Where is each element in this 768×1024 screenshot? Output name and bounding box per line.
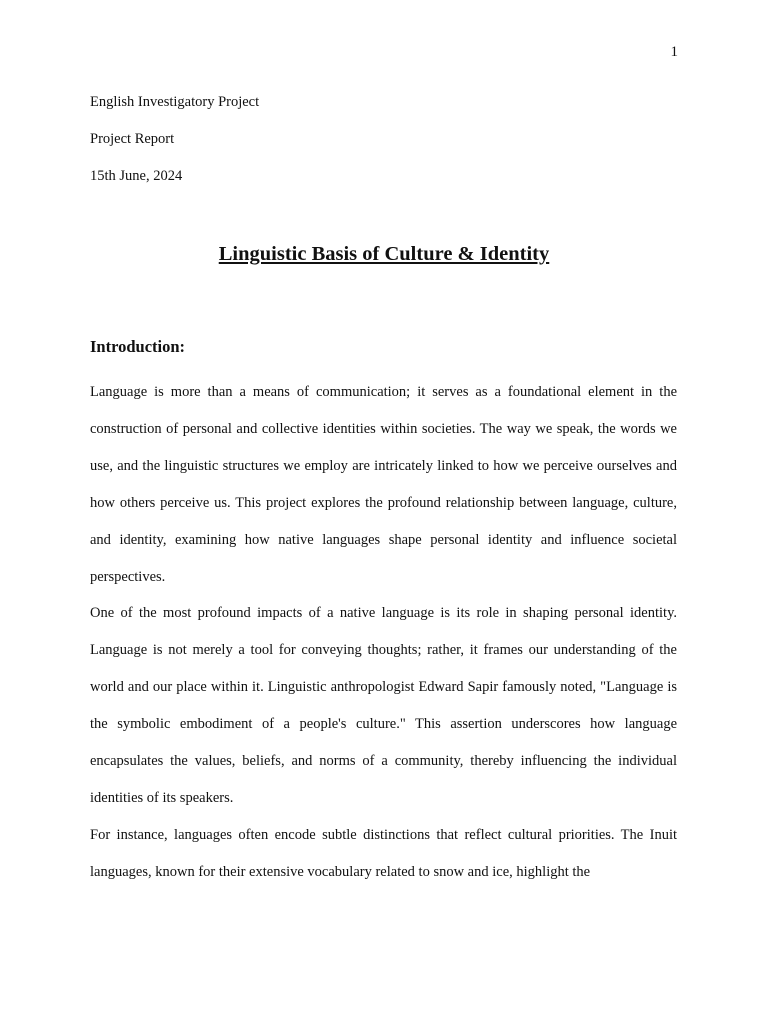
paragraph: One of the most profound impacts of a native language is its role in shaping personal identity. Language is not merely a tool for conveying thoughts; rather, it frames our understanding of the world and our place within it. Linguistic anthropologist Edward Sapir famously noted, "Language is the symbolic embodiment of a people's culture." This assertion underscores how language encapsulates the values, beliefs, and norms of a community, thereby influencing the individual identities of its speakers. <box>90 605 677 806</box>
report-type: Project Report <box>90 131 175 147</box>
section-body <box>90 374 677 891</box>
section-heading: Introduction: <box>90 337 186 356</box>
course-name: English Investigatory Project <box>90 94 260 110</box>
document-header <box>90 93 259 204</box>
page-number: 1 <box>670 44 678 60</box>
paragraph: Language is more than a means of communication; it serves as a foundational element in the construction of personal and collective identities within societies. The way we speak, the words we use, and the linguistic structures we employ are intricately linked to how we perceive ourselves and how others perceive us. This project explores the profound relationship between language, culture, and identity, examining how native languages shape personal identity and influence societal perspectives. <box>90 384 677 585</box>
report-date: 15th June, 2024 <box>90 168 183 184</box>
paragraph: For instance, languages often encode subtle distinctions that reflect cultural priorities. The Inuit languages, known for their extensive vocabulary related to snow and ice, highlight the <box>90 826 677 880</box>
document-title: Linguistic Basis of Culture & Identity <box>218 243 550 265</box>
